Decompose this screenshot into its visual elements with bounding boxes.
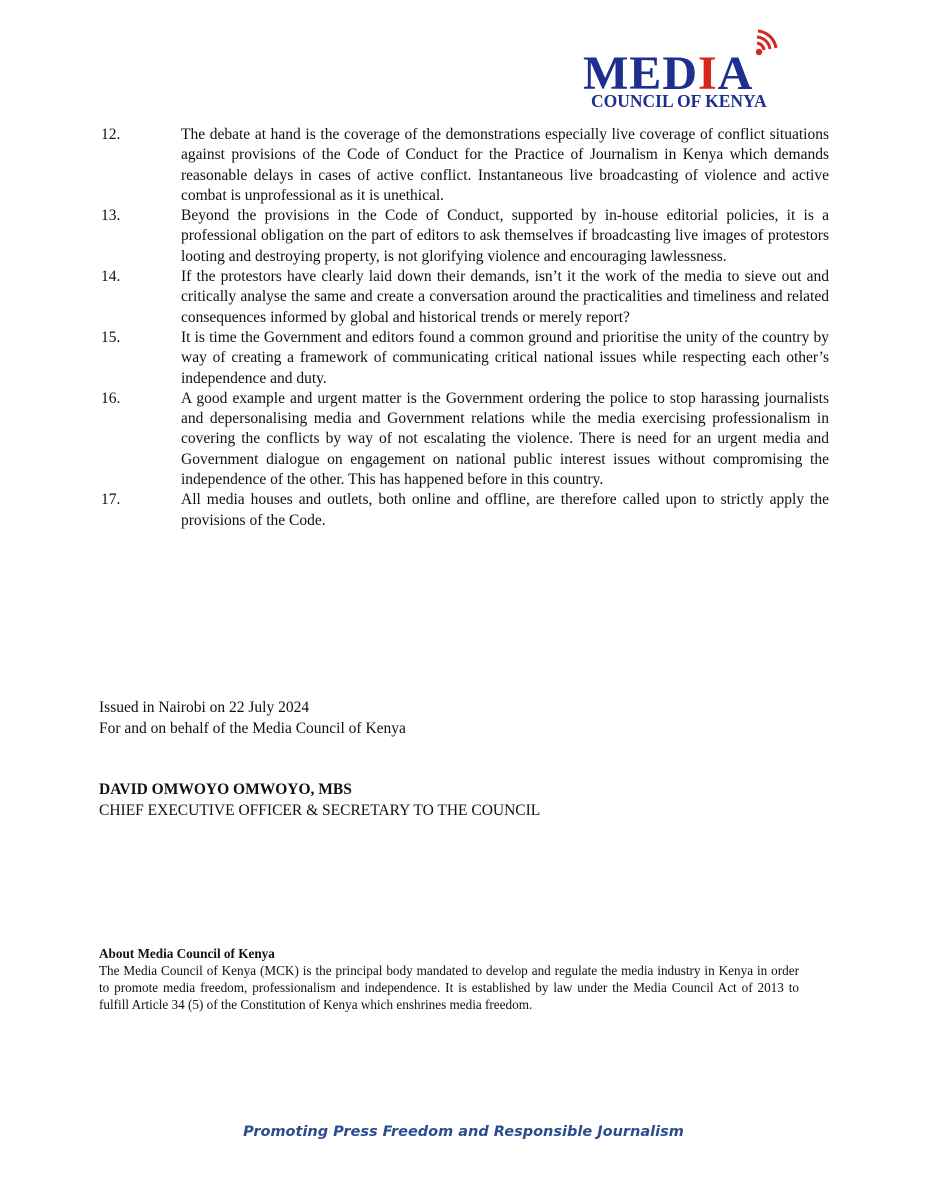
issued-behalf: For and on behalf of the Media Council of Kenya	[99, 720, 406, 737]
numbered-paragraphs	[101, 125, 829, 531]
item-text: All media houses and outlets, both online and offline, are therefore called upon to strictly apply the provisions of the Code.	[181, 491, 829, 529]
about-heading: About Media Council of Kenya	[99, 946, 275, 961]
list-item	[101, 125, 829, 206]
list-item	[101, 389, 829, 490]
issued-date: Issued in Nairobi on 22 July 2024	[99, 699, 310, 716]
item-number: 14.	[101, 268, 121, 286]
item-text: The debate at hand is the coverage of the demonstrations especially live coverage of conflict situations against provisions of the Code of Conduct for the Practice of Journalism in Kenya which demands reasonable delays in cases of active conflict. Instantaneous live broadcasting of violence and active combat is unprofessional as it is unethical.	[181, 126, 829, 204]
item-number: 15.	[101, 328, 121, 346]
signatory-block	[99, 779, 540, 821]
item-number: 17.	[101, 491, 121, 509]
item-number: 16.	[101, 389, 121, 407]
signatory-name: DAVID OMWOYO OMWOYO, MBS	[99, 781, 352, 798]
logo-subtitle: COUNCIL OF KENYA	[591, 91, 767, 111]
footer-tagline: Promoting Press Freedom and Responsible Journalism	[243, 1124, 684, 1140]
signatory-title: CHIEF EXECUTIVE OFFICER & SECRETARY TO THE COUNCIL	[99, 802, 541, 819]
item-text: A good example and urgent matter is the Government ordering the police to stop harassing journalists and depersonalising media and Government relations while the media exercising professionalism in covering the conflicts by way of not escalating the violence. There is need for an urgent media and Government dialogue on engagement on national public interest issues without compromising the independence of the other. This has happened before in this country.	[181, 389, 829, 489]
about-section	[99, 945, 799, 1013]
logo-wordmark: MEDIA	[583, 47, 754, 100]
signal-waves-icon	[751, 28, 791, 58]
media-council-logo	[583, 28, 823, 110]
item-text: If the protestors have clearly laid down their demands, isn’t it the work of the media to sieve out and critically analyse the same and create a conversation around the practicalities and timeliness and related consequences informed by global and historical trends or merely report?	[181, 268, 829, 326]
item-text: It is time the Government and editors found a common ground and prioritise the unity of the country by way of creating a framework of communicating critical national issues while respecting each other’s independence and duty.	[181, 328, 829, 387]
list-item	[101, 267, 829, 328]
list-item	[101, 328, 829, 389]
issued-block	[99, 697, 406, 739]
about-body: The Media Council of Kenya (MCK) is the principal body mandated to develop and regulate the media industry in Kenya in order to promote media freedom, professionalism and independence. It is established by law under the Media Council Act of 2013 to fulfill Article 34 (5) of the Constitution of Kenya which enshrines media freedom.	[99, 963, 799, 1012]
item-text: Beyond the provisions in the Code of Conduct, supported by in-house editorial policies, it is a professional obligation on the part of editors to ask themselves if broadcasting live images of protestors looting and destroying property, is not glorifying violence and encouraging lawlessness.	[181, 207, 829, 265]
list-item	[101, 490, 829, 531]
item-number: 12.	[101, 126, 121, 143]
item-number: 13.	[101, 207, 121, 225]
list-item	[101, 206, 829, 267]
